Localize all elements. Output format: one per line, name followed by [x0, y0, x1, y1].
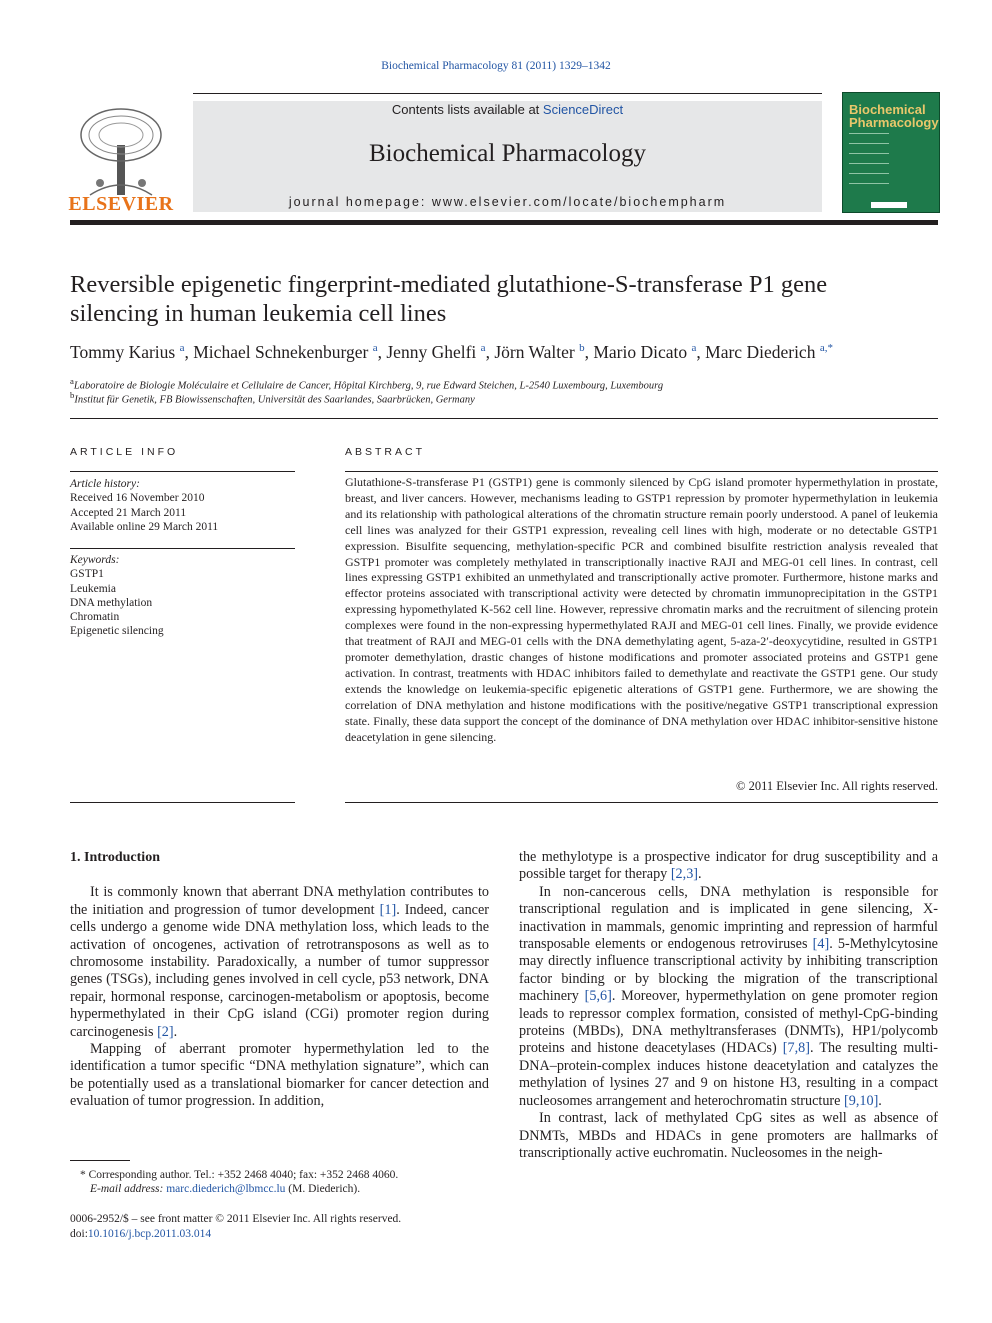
- article-info-bottom-rule: [70, 802, 295, 803]
- history-received: Received 16 November 2010: [70, 492, 205, 505]
- paragraph: In non-cancerous cells, DNA methylation is responsible for transcriptional regulation and is implicated in gene silencing, X-inactivation in mammals, genomic imprinting and repression of harmful transposable elements or endogenous retroviruses [4]. 5-Methylcytosine may directly influence transcriptional activity by inhibiting transcription factor binding or by blocking the migration of the transcriptional machinery [5,6]. Moreover, hypermethylation on gene promoter region leads to repressor complex formation, consisted of methyl-CpG-binding proteins (MBDs), DNA methyltransferases (DNMTs), HP1/polycomb proteins and histone deacetylases (HDACs) [7,8]. The resulting multi-DNA–protein-complex induces histone deacetylation and catalyzes the methylation of lysines 27 and 9 on histone H3, resulting in a compact nucleosomes arrangement and heterochromatin structure [9,10].: [519, 883, 939, 1109]
- footnote-rule: [70, 1160, 130, 1161]
- contents-line: [193, 102, 822, 117]
- author-affil-mark[interactable]: a,*: [819, 342, 833, 355]
- author-name: Michael Schnekenburger: [193, 342, 369, 362]
- body-left-column: [70, 849, 489, 1111]
- article-info-rule: [70, 471, 295, 472]
- abstract-rule: [345, 471, 938, 472]
- author-name: Mario Dicato: [593, 342, 688, 362]
- author-affil-mark[interactable]: a: [372, 342, 378, 355]
- section-heading-introduction: 1. Introduction: [70, 850, 160, 865]
- doi-link[interactable]: 10.1016/j.bcp.2011.03.014: [87, 1228, 212, 1240]
- author-affil-mark[interactable]: a: [691, 342, 697, 355]
- author-affil-mark[interactable]: a: [179, 342, 185, 355]
- author-list: Tommy Karius $^a$, Michael Schnekenburger $^a$, Jenny Ghelfi $^a$, Jörn Walter $^b$, Mario Dicato $^a$, Marc Diederich $^{a,*}$: [70, 342, 833, 362]
- keyword: DNA methylation: [70, 596, 153, 609]
- keyword: GSTP1: [70, 568, 104, 581]
- email-note: E-mail address: marc.diederich@lbmcc.lu (M. Diederich).: [90, 1183, 361, 1195]
- header-rule: [70, 220, 938, 225]
- author-name: Tommy Karius: [70, 342, 176, 362]
- author-affil-mark[interactable]: a: [480, 342, 486, 355]
- abstract-heading: ABSTRACT: [345, 446, 426, 458]
- author-name: Marc Diederich: [705, 342, 816, 362]
- citation-link[interactable]: [2]: [157, 1023, 174, 1040]
- issn-line: 0006-2952/$ – see front matter © 2011 Elsevier Inc. All rights reserved.: [70, 1213, 402, 1225]
- author-name: Jenny Ghelfi: [386, 342, 477, 362]
- citation-link[interactable]: [7,8]: [782, 1040, 810, 1057]
- publisher-wordmark: ELSEVIER: [68, 193, 174, 215]
- abstract-text: Glutathione-S-transferase P1 (GSTP1) gene is commonly silenced by CpG island promoter hypermethylation in prostate, breast, and liver cancers. However, mechanisms leading to GSTP1 repression by promoter hypermethylation in leukemia and its relationship with pathological alterations of the chromatin structure remain poorly understood. A panel of leukemia cell lines was analyzed for their GSTP1 expression, revealing cell lines with high, moderate or no detectable GSTP1 expression. Bisulfite sequencing, methylation-specific PCR and combined bisulfite restriction analysis revealed that GSTP1 promoter was completely methylated in transcriptionally inactive RAJI and MEG-01 cell lines. In contrast, cell lines expressing GSTP1 exhibited an unmethylated and transcriptionally active promoter. Furthermore, histone marks and effector proteins associated with transcriptional activity were detected by chromatin immunoprecipitation in the GSTP1 expressing hypomethylated K-562 cell line. However, repressive chromatin marks and the recruitment of silencing protein complexes were found in the non-expressing hypermethylated RAJI and MEG-01 cell lines. Finally, we provide evidence that treatment of RAJI and MEG-01 cells with the DNA demethylating agent, 5-aza-2′-deoxycytidine, resulted in GSTP1 promoter demethylation, drastic changes of histone modifications and promoter associated proteins and GSTP1 gene activation. In contrast, treatments with HDAC inhibitors failed to demethylate and reactivate the GSTP1 gene. Our study extends the knowledge on leukemia-specific epigenetic alterations of GSTP1 gene. Furthermore, we are showing the correlation of DNA methylation and histone modifications with the positive/negative GSTP1 transcriptional expression state. Finally, these data support the concept of the dominance of DNA methylation over HDAC inhibitor-sensitive histone deacetylation in gene silencing.: [345, 475, 938, 744]
- keyword: Leukemia: [70, 582, 116, 595]
- journal-reference[interactable]: Biochemical Pharmacology 81 (2011) 1329–1342: [381, 60, 611, 72]
- cover-title: Biochemical Pharmacology: [849, 102, 939, 130]
- banner-rule: [193, 93, 822, 94]
- journal-cover-thumbnail[interactable]: [842, 92, 940, 213]
- keyword: Chromatin: [70, 611, 120, 624]
- citation-link[interactable]: [1]: [379, 901, 397, 918]
- affiliation-rule: [70, 418, 938, 419]
- contents-prefix: Contents lists available at: [391, 102, 543, 117]
- keywords: Keywords: GSTP1 Leukemia DNA methylation Chromatin Epigenetic silencing: [70, 553, 295, 639]
- affiliation-b: $^b$Institut für Genetik, FB Biowissenschaften, Universität des Saarlandes, Saarbrücken, Germany: [70, 390, 475, 406]
- paragraph: In contrast, lack of methylated CpG sites as well as absence of DNMTs, MBDs and HDACs in gene promoters are hallmarks of transcriptionally active euchromatin. Nucleosomes in the neigh-: [519, 1110, 938, 1161]
- citation-link[interactable]: [9,10]: [844, 1092, 879, 1109]
- article-title: Reversible epigenetic fingerprint-mediated glutathione-S-transferase P1 gene silencing in human leukemia cell lines: [70, 271, 828, 327]
- keyword: Epigenetic silencing: [70, 625, 164, 638]
- cover-decoration: [849, 133, 889, 193]
- corresponding-author-note: * Corresponding author. Tel.: +352 2468 4040; fax: +352 2468 4060.: [80, 1169, 399, 1181]
- paragraph: the methylotype is a prospective indicator for drug susceptibility and a possible target for therapy [2,3].: [519, 849, 938, 883]
- copyright: © 2011 Elsevier Inc. All rights reserved.: [735, 779, 938, 793]
- journal-homepage[interactable]: journal homepage: www.elsevier.com/locate/biochempharm: [288, 195, 727, 209]
- paragraph: Mapping of aberrant promoter hypermethylation led to the identification a tumor specific “DNA methylation signature”, which can be potentially used as a translational biomarker for cancer detection and evaluation of tumor progression. In addition,: [70, 1041, 489, 1110]
- doi-line: doi:10.1016/j.bcp.2011.03.014: [70, 1228, 212, 1240]
- history-rule: [70, 548, 295, 549]
- journal-title: Biochemical Pharmacology: [368, 140, 646, 167]
- body-right-column: [519, 849, 938, 1162]
- author-affil-mark[interactable]: b: [579, 342, 585, 355]
- article-info-heading: ARTICLE INFO: [70, 446, 179, 458]
- article-history: Article history: Received 16 November 2010 Accepted 21 March 2011 Available online 29 March 2011: [70, 477, 295, 534]
- history-accepted: Accepted 21 March 2011: [70, 506, 187, 519]
- cover-footer-mark: [871, 202, 907, 208]
- affiliation-a: $^a$Laboratoire de Biologie Moléculaire et Cellulaire de Cancer, Hôpital Kirchberg, 9, rue Edward Steichen, L-2540 Luxembourg, Luxembourg: [70, 376, 664, 392]
- sciencedirect-link[interactable]: ScienceDirect: [542, 102, 624, 117]
- citation-link[interactable]: [2,3]: [670, 866, 699, 883]
- email-link[interactable]: marc.diederich@lbmcc.lu: [166, 1183, 286, 1195]
- abstract-bottom-rule: [345, 802, 938, 803]
- history-online: Available online 29 March 2011: [70, 520, 219, 533]
- author-name: Jörn Walter: [494, 342, 575, 362]
- citation-link[interactable]: [5,6]: [584, 988, 612, 1005]
- paragraph: It is commonly known that aberrant DNA methylation contributes to the initiation and progression of tumor development [1]. Indeed, cancer cells undergo a genome wide DNA methylation loss, which leads to the activation of oncogenes, activation of retrotransposons as well as to chromosome instability. Paradoxically, a number of tumor suppressor genes (TSGs), including genes involved in cell cycle, p53 network, DNA repair, hormonal response, carcinogen-metabolism or apoptosis, become hypermethylated in their CpG island (CGi) promoter region during carcinogenesis [2].: [70, 884, 490, 1040]
- citation-link[interactable]: [4]: [812, 936, 830, 953]
